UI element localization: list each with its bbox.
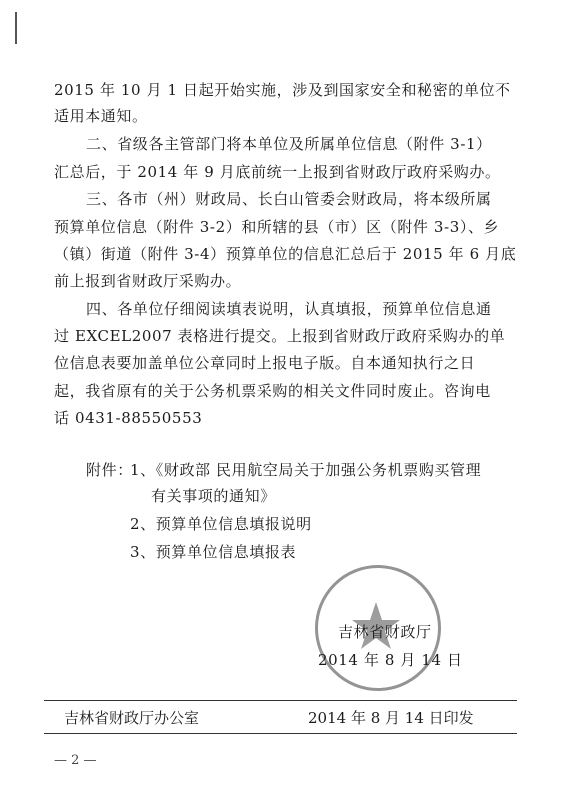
- body-line: 过 EXCEL2007 表格进行提交。上报到省财政厅政府采购办的单: [54, 327, 506, 345]
- issuing-office: 吉林省财政厅办公室: [64, 709, 200, 727]
- paragraph-3-line: 三、各市（州）财政局、长白山管委会财政局，将本级所属: [86, 190, 492, 208]
- body-line: （镇）街道（附件 3-4）预算单位的信息汇总后于 2015 年 6 月底: [54, 245, 517, 263]
- signature-org: 吉林省财政厅: [338, 623, 432, 641]
- body-line: 位信息表要加盖单位公章同时上报电子版。自本通知执行之日: [54, 354, 476, 372]
- body-line: 汇总后，于 2014 年 9 月底前统一上报到省财政厅政府采购办。: [54, 163, 501, 181]
- footer-top-rule: [44, 700, 517, 701]
- body-line: 预算单位信息（附件 3-2）和所辖的县（市）区（附件 3-3）、乡: [54, 218, 500, 236]
- body-line: 前上报到省财政厅采购办。: [54, 272, 242, 290]
- body-line: 适用本通知。: [54, 107, 148, 125]
- body-line: 起，我省原有的关于公务机票采购的相关文件同时废止。咨询电: [54, 382, 491, 400]
- body-line: 2015 年 10 月 1 日起开始实施，涉及到国家安全和秘密的单位不: [54, 81, 511, 99]
- footer-bottom-rule: [44, 733, 517, 734]
- attachment-item-continued: 有关事项的通知》: [151, 487, 276, 505]
- paragraph-2-line: 二、省级各主管部门将本单位及所属单位信息（附件 3-1）: [86, 135, 492, 153]
- margin-mark: [15, 12, 17, 44]
- attachments-label: 附件：: [86, 461, 133, 479]
- attachment-item: 2、预算单位信息填报说明: [130, 515, 312, 533]
- page-number: — 2 —: [54, 753, 97, 768]
- attachment-item: 1、《财政部 民用航空局关于加强公务机票购买管理: [130, 461, 482, 479]
- signature-date: 2014 年 8 月 14 日: [318, 651, 463, 669]
- attachment-item: 3、预算单位信息填报表: [130, 543, 297, 561]
- body-line: 话 0431-88550553: [54, 409, 203, 427]
- paragraph-4-line: 四、各单位仔细阅读填表说明，认真填报，预算单位信息通: [86, 300, 492, 318]
- issue-date: 2014 年 8 月 14 日印发: [308, 709, 474, 727]
